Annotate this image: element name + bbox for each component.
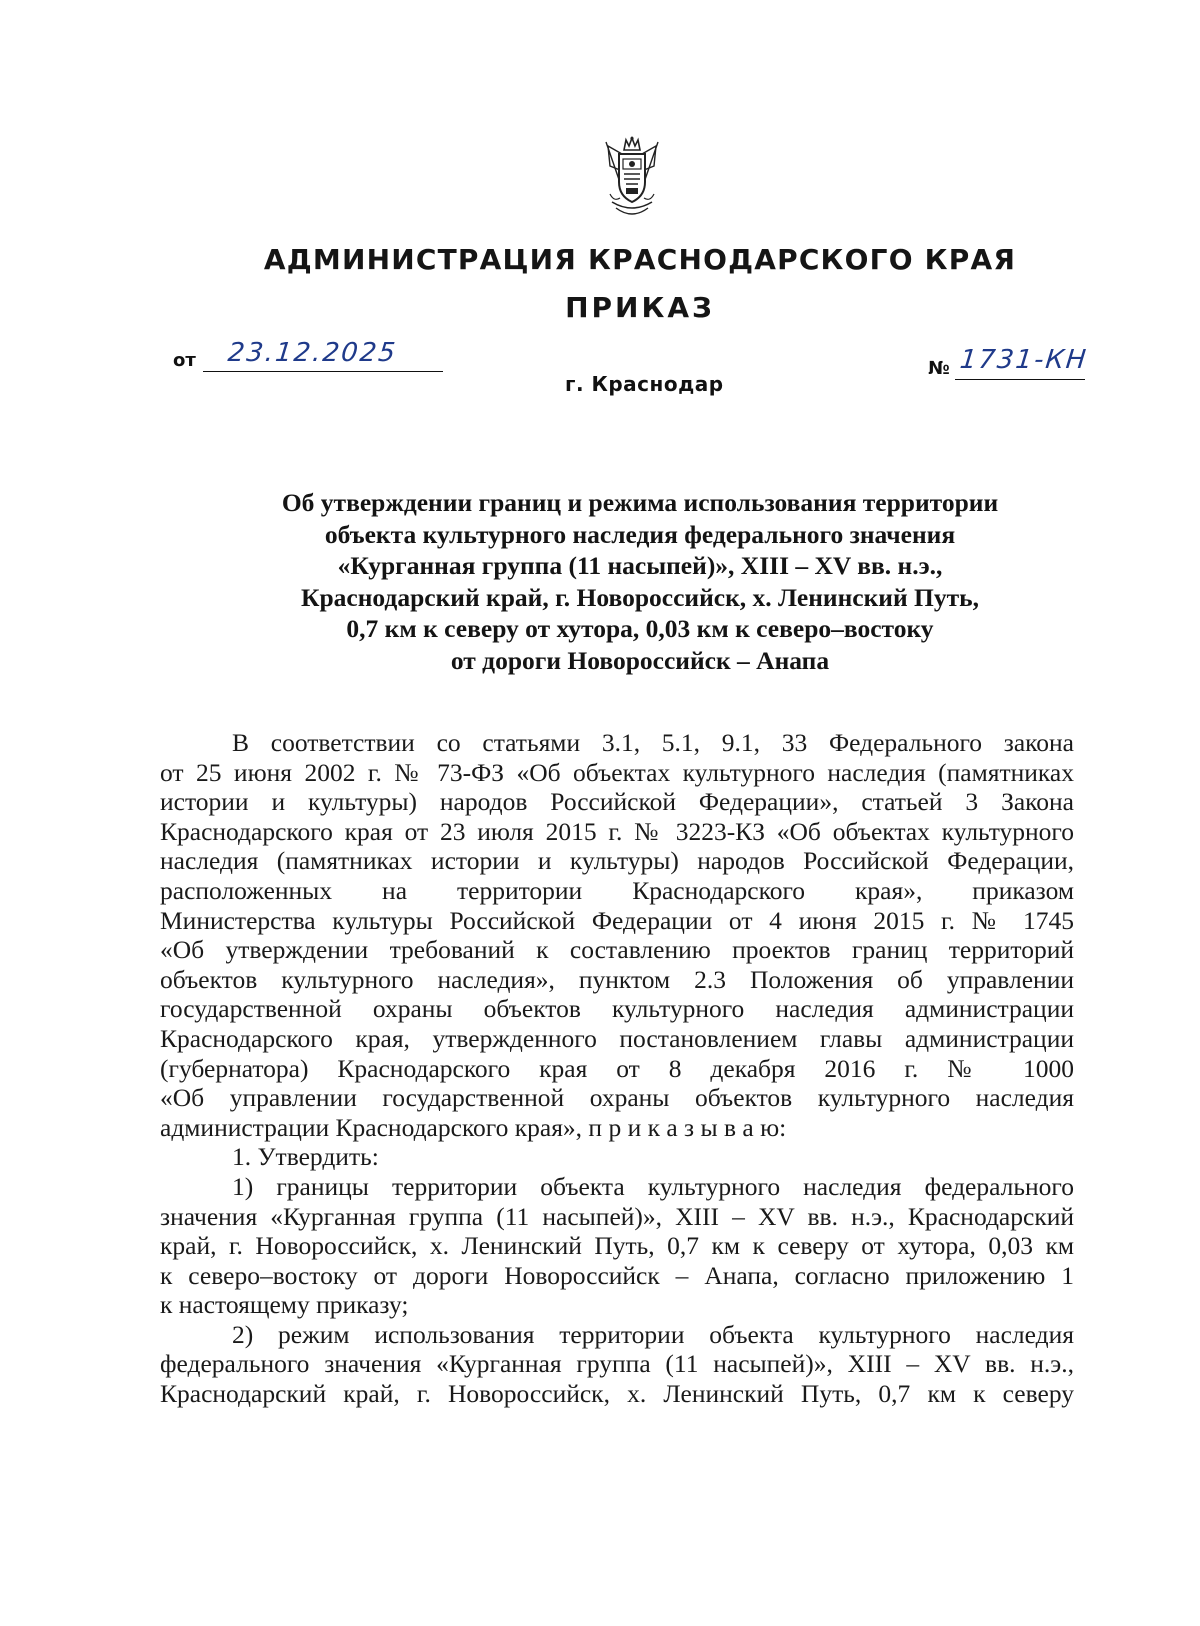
body-line: Краснодарский край, г. Новороссийск, х. Ленинский Путь, 0,7 км к северу [160,1379,1074,1409]
title-line: Краснодарский край, г. Новороссийск, х. Ленинский Путь, [300,582,980,612]
body-line: государственной охраны объектов культурного наследия администрации [160,994,1074,1024]
body-line: федерального значения «Курганная группа (11 насыпей)», XIII – XV вв. н.э., [160,1349,1074,1379]
order-title [200,487,1080,676]
coat-of-arms-emblem [602,136,662,222]
organization-name: АДМИНИСТРАЦИЯ КРАСНОДАРСКОГО КРАЯ [263,243,1017,276]
body-line: Краснодарского края от 23 июля 2015 г. № 3223-КЗ «Об объектах культурного [160,816,1074,846]
body-line: значения «Курганная группа (11 насыпей)», XIII – XV вв. н.э., Краснодарский [160,1201,1074,1231]
number-underline [955,379,1085,380]
body-line: В соответствии со статьями 3.1, 5.1, 9.1, 33 Федерального закона [232,728,1074,757]
title-line: 0,7 км к северу от хутора, 0,03 км к северо–востоку [346,614,934,643]
title-line: Об утверждении границ и режима использования территории [281,488,999,517]
title-line: объекта культурного наследия федерального значения [324,519,956,549]
order-body [160,728,1074,1409]
date-label: от [173,350,196,371]
body-line: к северо–востоку от дороги Новороссийск – Анапа, согласно приложению 1 [160,1260,1074,1290]
body-line: «Об управлении государственной охраны объектов культурного наследия [160,1083,1074,1113]
number-label: № [928,358,950,379]
body-line: к настоящему приказу; [160,1290,409,1320]
body-line: Министерства культуры Российской Федерации от 4 июня 2015 г. № 1745 [160,905,1074,935]
date-underline [203,371,443,372]
document-type: ПРИКАЗ [565,291,715,324]
body-line: объектов культурного наследия», пунктом 2.3 Положения об управлении [160,964,1074,994]
city-name: г. Краснодар [565,372,724,396]
body-line: край, г. Новороссийск, х. Ленинский Путь, 0,7 км к северу от хутора, 0,03 км [160,1231,1074,1261]
body-line: (губернатора) Краснодарского края от 8 декабря 2016 г. № 1000 [160,1053,1074,1083]
body-line: 1) границы территории объекта культурного наследия федерального [232,1171,1074,1201]
body-line: истории и культуры) народов Российской Федерации», статьей 3 Закона [160,787,1074,817]
body-line: Краснодарского края, утвержденного постановлением главы администрации [160,1023,1074,1053]
body-line: администрации Краснодарского края», п р и к а з ы в а ю: [160,1112,787,1142]
number-value-handwritten: 1731-КН [958,345,1090,375]
body-line: 1. Утвердить: [232,1142,379,1172]
body-line: наследия (памятниках истории и культуры) народов Российской Федерации, [160,846,1074,876]
body-line: 2) режим использования территории объекта культурного наследия [232,1319,1074,1349]
title-line: «Курганная группа (11 насыпей)», XIII – XV вв. н.э., [337,551,943,580]
title-line: от дороги Новороссийск – Анапа [450,645,830,675]
body-line: расположенных на территории Краснодарского края», приказом [160,875,1074,905]
date-value-handwritten: 23.12.2025 [226,338,399,368]
body-line: «Об утверждении требований к составлению проектов границ территорий [160,935,1074,965]
body-line: от 25 июня 2002 г. № 73-ФЗ «Об объектах культурного наследия (памятниках [160,757,1074,787]
